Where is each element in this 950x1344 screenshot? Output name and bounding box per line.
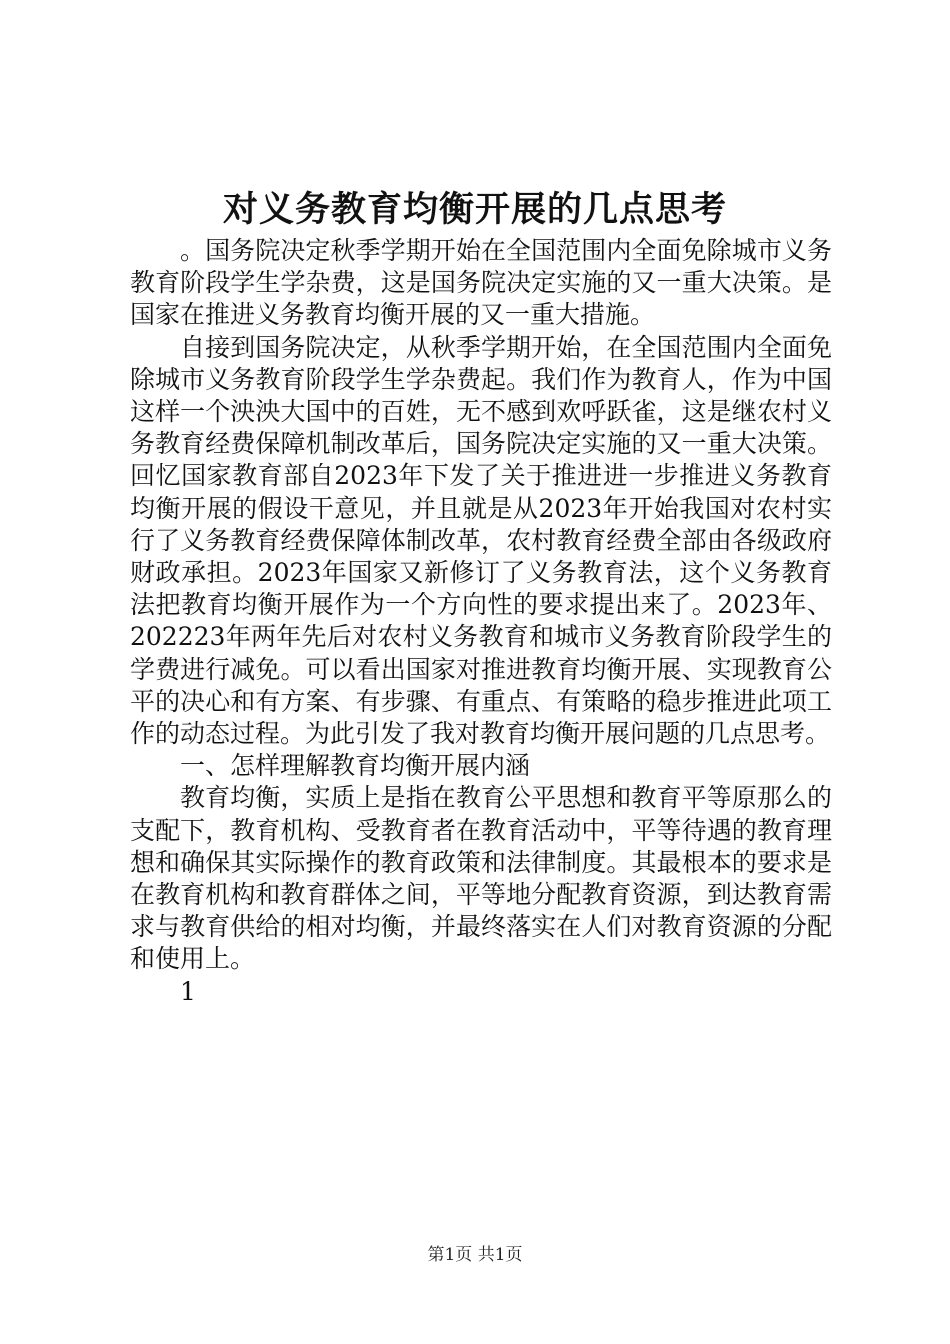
inline-page-number: 1 (180, 976, 196, 1006)
document-title: 对义务教育均衡开展的几点思考 (222, 189, 727, 230)
section-paragraph: 教育均衡，实质上是指在教育公平思想和教育平等原那么的支配下，教育机构、受教育者在教育活动中，平等待遇的教育理想和确保其实际操作的教育政策和法律制度。其最根本的要求是在教育机构和教育群体之间，平等地分配教育资源，到达教育需求与教育供给的相对均衡，并最终落实在人们对教育资源的分配和使用上。 (130, 783, 832, 974)
page-footer: 第1页 共1页 (427, 1245, 523, 1265)
intro-paragraph: 。国务院决定秋季学期开始在全国范围内全面免除城市义务教育阶段学生学杂费，这是国务院决定实施的又一重大决策。是国家在推进义务教育均衡开展的又一重大措施。 (130, 236, 832, 330)
background-paragraph: 自接到国务院决定，从秋季学期开始，在全国范围内全面免除城市义务教育阶段学生学杂费起。我们作为教育人，作为中国这样一个泱泱大国中的百姓，无不感到欢呼跃雀，这是继农村义务教育经费保障机制改革后，国务院决定实施的又一重大决策。回忆国家教育部自2023年下发了关于推进进一步推进义务教育均衡开展的假设干意见，并且就是从2023年开始我国对农村实行了义务教育经费保障体制改革，农村教育经费全部由各级政府财政承担。2023年国家又新修订了义务教育法，这个义务教育法把教育均衡开展作为一个方向性的要求提出来了。2023年、202223年两年先后对农村义务教育和城市义务教育阶段学生的学费进行减免。可以看出国家对推进教育均衡开展、实现教育公平的决心和有方案、有步骤、有重点、有策略的稳步推进此项工作的动态过程。为此引发了我对教育均衡开展问题的几点思考。 (130, 332, 832, 749)
section-heading: 一、怎样理解教育均衡开展内涵 (180, 751, 531, 781)
document-body (130, 235, 832, 1008)
